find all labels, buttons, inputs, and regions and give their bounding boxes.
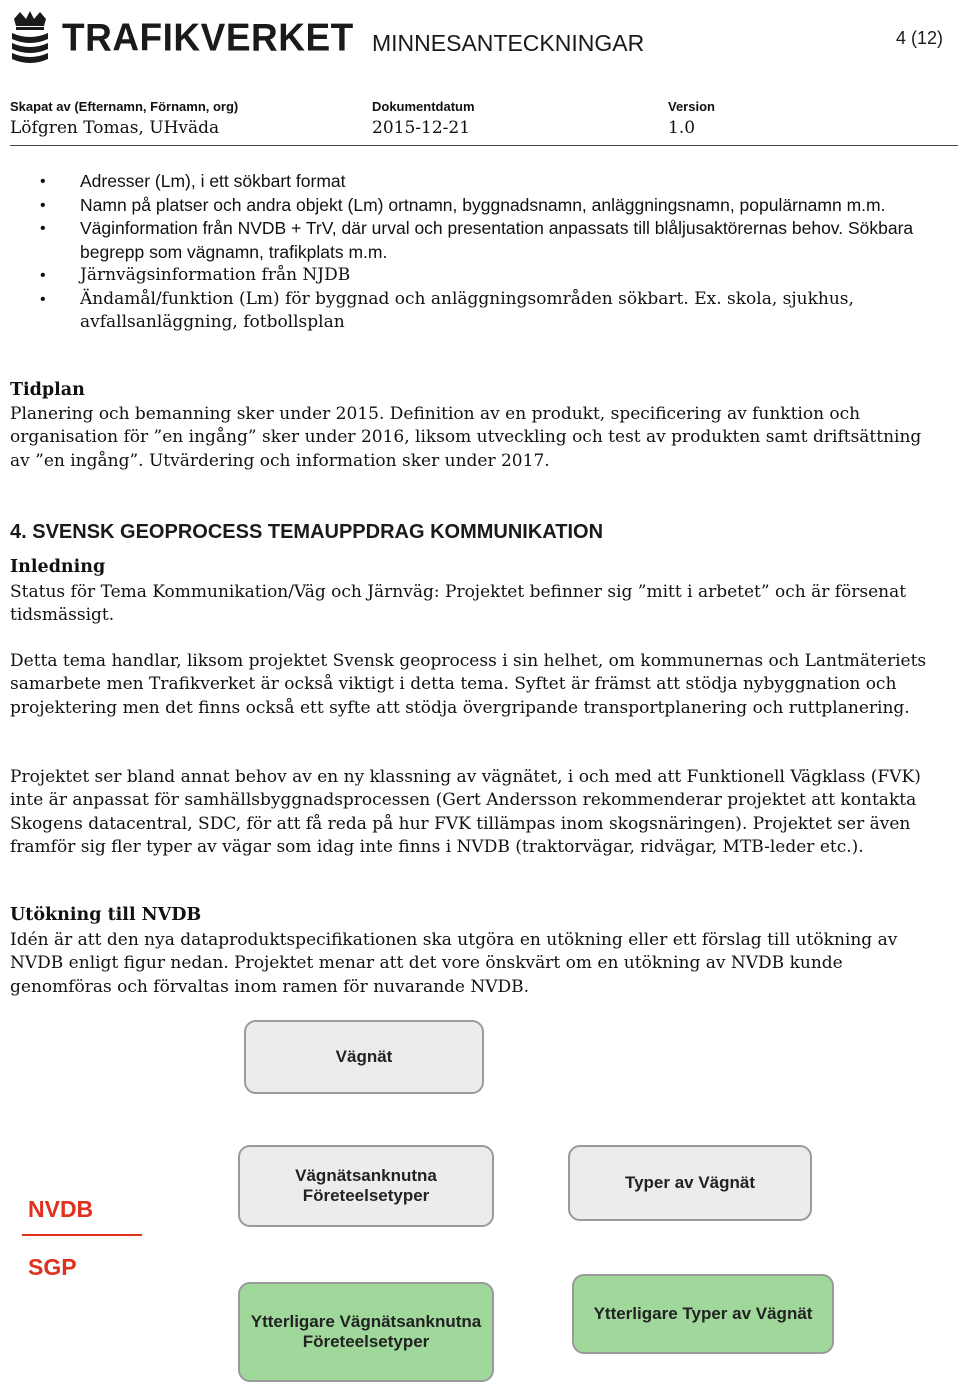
nvdb-sgp-diagram — [0, 1010, 960, 1387]
nvdb-extension-paragraph: Idén är att den nya dataproduktspecifikationen ska utgöra en utökning eller ett förslag till utökning av NVDB enligt figur nedan. Projektet menar att det vore önskvärt om en utökning av NVDB kunde genomföras och förvaltas inom ramen för nuvarande NVDB. — [10, 930, 898, 997]
page-number: 4 (12) — [896, 28, 944, 48]
date-label: Dokumentdatum — [372, 99, 475, 114]
section-title: 4. SVENSK GEOPROCESS TEMAUPPDRAG KOMMUNIKATION — [10, 521, 604, 543]
utokning-heading: Utökning till NVDB — [10, 905, 202, 925]
tidplan-text: Planering och bemanning sker under 2015. Definition av en produkt, specificering av funktion och organisation för ”en ingång” sker under 2016, liksom utveckling och test av produkten samt driftsättning av ”en ingång”. Utvärdering och information sker under 2017. — [10, 404, 922, 471]
author-value: Löfgren Tomas, UHväda — [10, 118, 220, 138]
status-paragraph: Status för Tema Kommunikation/Väg och Järnväg: Projektet befinner sig ”mitt i arbetet” och är försenat tidsmässigt. — [10, 582, 907, 626]
date-value: 2015-12-21 — [372, 118, 471, 138]
label-nvdb: NVDB — [28, 1196, 94, 1222]
box-ytterligare-vagnatsanknutna: Ytterligare Vägnätsanknutna Företeelsetyper — [238, 1282, 494, 1382]
box-typer-av-vagnat: Typer av Vägnät — [568, 1145, 812, 1221]
version-label: Version — [668, 99, 715, 114]
logo-wordmark: TRAFIKVERKET — [62, 15, 354, 59]
box-vagnat: Vägnät — [244, 1020, 484, 1094]
list-item: • Adresser (Lm), i ett sökbart format — [40, 170, 920, 194]
trafikverket-logo — [8, 8, 354, 68]
box-vagnatsanknutna: Vägnätsanknutna Företeelsetyper — [238, 1145, 494, 1227]
crown-emblem-icon — [8, 9, 52, 67]
document-type: MINNESANTECKNINGAR — [372, 30, 645, 56]
theme-paragraph: Detta tema handlar, liksom projektet Svensk geoprocess i sin helhet, om kommunernas och Lantmäteriets samarbete men Trafikverket är också viktigt i detta tema. Syftet är främst att stödja nybyggnation och projektering men det finns också ett syfte att stödja övergripande transportplanering och ruttplanering. — [10, 651, 927, 718]
author-label: Skapat av (Efternamn, Förnamn, org) — [10, 99, 239, 114]
bullet-list — [40, 170, 920, 335]
list-item: • Namn på platser och andra objekt (Lm) ortnamn, byggnadsnamn, anläggningsnamn, populärnamn m.m. — [40, 194, 920, 218]
divider-red-line — [22, 1234, 142, 1236]
header-divider — [10, 145, 958, 146]
list-item: • Ändamål/funktion (Lm) för byggnad och anläggningsområden sökbart. Ex. skola, sjukhus, avfallsanläggning, fotbollsplan — [40, 288, 920, 335]
list-item: • Järnvägsinformation från NJDB — [40, 264, 920, 288]
version-value: 1.0 — [668, 118, 696, 138]
label-sgp: SGP — [28, 1254, 77, 1280]
box-ytterligare-typer: Ytterligare Typer av Vägnät — [572, 1274, 834, 1354]
list-item: • Väginformation från NVDB + TrV, där urval och presentation anpassats till blåljusaktörernas behov. Sökbara begrepp som vägnamn, trafikplats m.m. — [40, 217, 920, 264]
classification-paragraph: Projektet ser bland annat behov av en ny klassning av vägnätet, i och med att Funktionell Vägklass (FVK) inte är anpassat för samhällsbyggnadsprocessen (Gert Andersson rekommenderar projektet att kontakta Skogens datacentral, SDC, för att få reda på hur FVK tillämpas inom skogsnäringen). Projektet ser även framför sig fler typer av vägar som idag inte finns i NVDB (traktorvägar, ridvägar, MTB-leder etc.). — [10, 767, 921, 858]
tidplan-heading: Tidplan — [10, 380, 85, 400]
inledning-heading: Inledning — [10, 557, 106, 577]
